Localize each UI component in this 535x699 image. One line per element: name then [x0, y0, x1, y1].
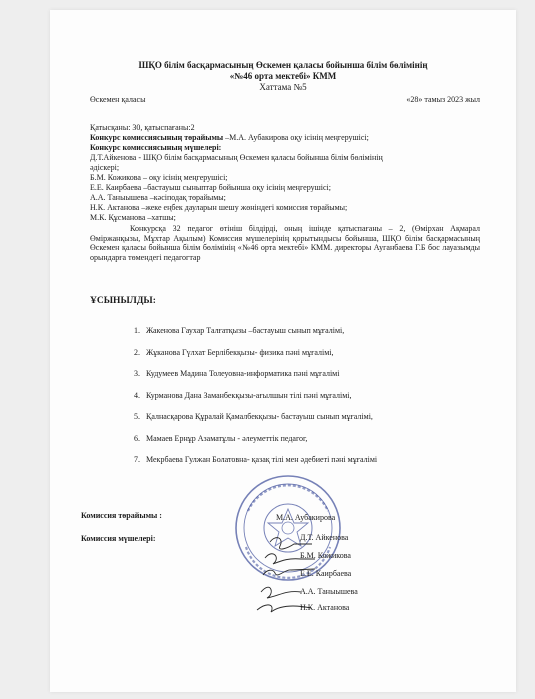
member-line: Д.Т.Айкенова - ШҚО білім басқармасының Өскемен қаласы бойынша білім бөлімінің: [90, 153, 383, 162]
member-line: Е.Е. Каирбаева –бастауыш сыныптар бойынша оқу ісінің меңгерушісі;: [90, 183, 331, 192]
decision-paragraph: Конкурсқа 32 педагог өтініш білдірді, оның ішінде қатыспағаны – 2, (Өмірхан Ақмарал Өміржанқызы, Мұхтар Ақылым) Комиссия мүшелерінің қорытындысы бойынша, ШҚО білім басқармасының Өскемен қаласы бойынша білім бөлімінің «№46 орта мектебі» КММ. директоры Ауганбаева Г.Б бос лауазымды орындарға төмендегі педагогтар: [90, 224, 480, 262]
school-title: «№46 орта мектебі» КММ: [229, 71, 337, 81]
member-signature-name: Е.Е. Каирбаева: [300, 569, 352, 578]
list-item: 7. Мекрбаева Гулжан Болатовна- қазақ тілі мен әдебиеті пәні мұғалімі: [142, 455, 482, 465]
member-line: Н.К. Актанова –жеке еңбек дауларын шешу жөніндегі комиссия төрайымы;: [90, 203, 348, 212]
chair-signature-name: М.А. Аубакирова: [276, 513, 336, 522]
member-signature-name: Д.Т. Айкенова: [300, 533, 349, 542]
attendance: Қатысқаны: 30, қатыспағаны:2: [90, 123, 195, 132]
member-signature-name: Б.М. Кожикова: [300, 551, 351, 560]
list-item: 5. Қалнасқарова Құралай Қамалбекқызы- бастауыш сынып мұғалімі,: [142, 412, 482, 422]
resolved-heading: ҰСЫНЫЛДЫ:: [90, 296, 156, 306]
chair-text: –М.А. Аубакирова оқу ісінің меңгерушісі;: [223, 133, 369, 142]
list-item: 6. Мамаев Ернұр Азаматұлы - әлеуметтік педагог,: [142, 434, 482, 444]
protocol-number: Хаттама №5: [259, 82, 307, 92]
list-item: 2. Жұканова Гүлхат Берлібекқызы- физика пәні мұғалімі,: [142, 348, 482, 358]
teacher-list: [128, 326, 482, 477]
member-line: М.К. Құсманова –хатшы;: [90, 213, 176, 222]
chair-label: Конкурс комиссиясының төрайымы: [90, 133, 224, 142]
member-line: әдіскері;: [90, 163, 120, 172]
members-title: Конкурс комиссиясының мүшелері:: [90, 143, 222, 152]
member-signature-name: Н.К. Актанова: [300, 603, 350, 612]
members-signature-label: Комиссия мүшелері:: [81, 534, 156, 543]
chair-line: [90, 133, 480, 143]
chair-signature-label: Комиссия төрайымы :: [81, 511, 162, 520]
member-line: Б.М. Кожикова – оқу ісінің меңгерушісі;: [90, 173, 228, 182]
city: Өскемен қаласы: [90, 95, 146, 104]
member-signature-name: А.А. Таныышева: [300, 587, 358, 596]
document-page: [50, 10, 516, 692]
member-line: А.А. Таныышева –кәсіподақ төрайымы;: [90, 193, 226, 202]
list-item: 1. Жакенова Гаухар Талғатқызы –бастауыш сынып мұғалімі,: [142, 326, 482, 336]
list-item: 3. Кудумеев Мадина Толеуовна-информатика пәні мұғалімі: [142, 369, 482, 379]
place-date-row: [90, 95, 480, 105]
date: «28» тамыз 2023 жыл: [406, 95, 480, 104]
list-item: 4. Курманова Дана Заманбекқызы-ағылшын тілі пәні мұғалімі,: [142, 391, 482, 401]
org-title: ШҚО білім басқармасының Өскемен қаласы бойынша білім бөлімінің: [138, 60, 428, 70]
